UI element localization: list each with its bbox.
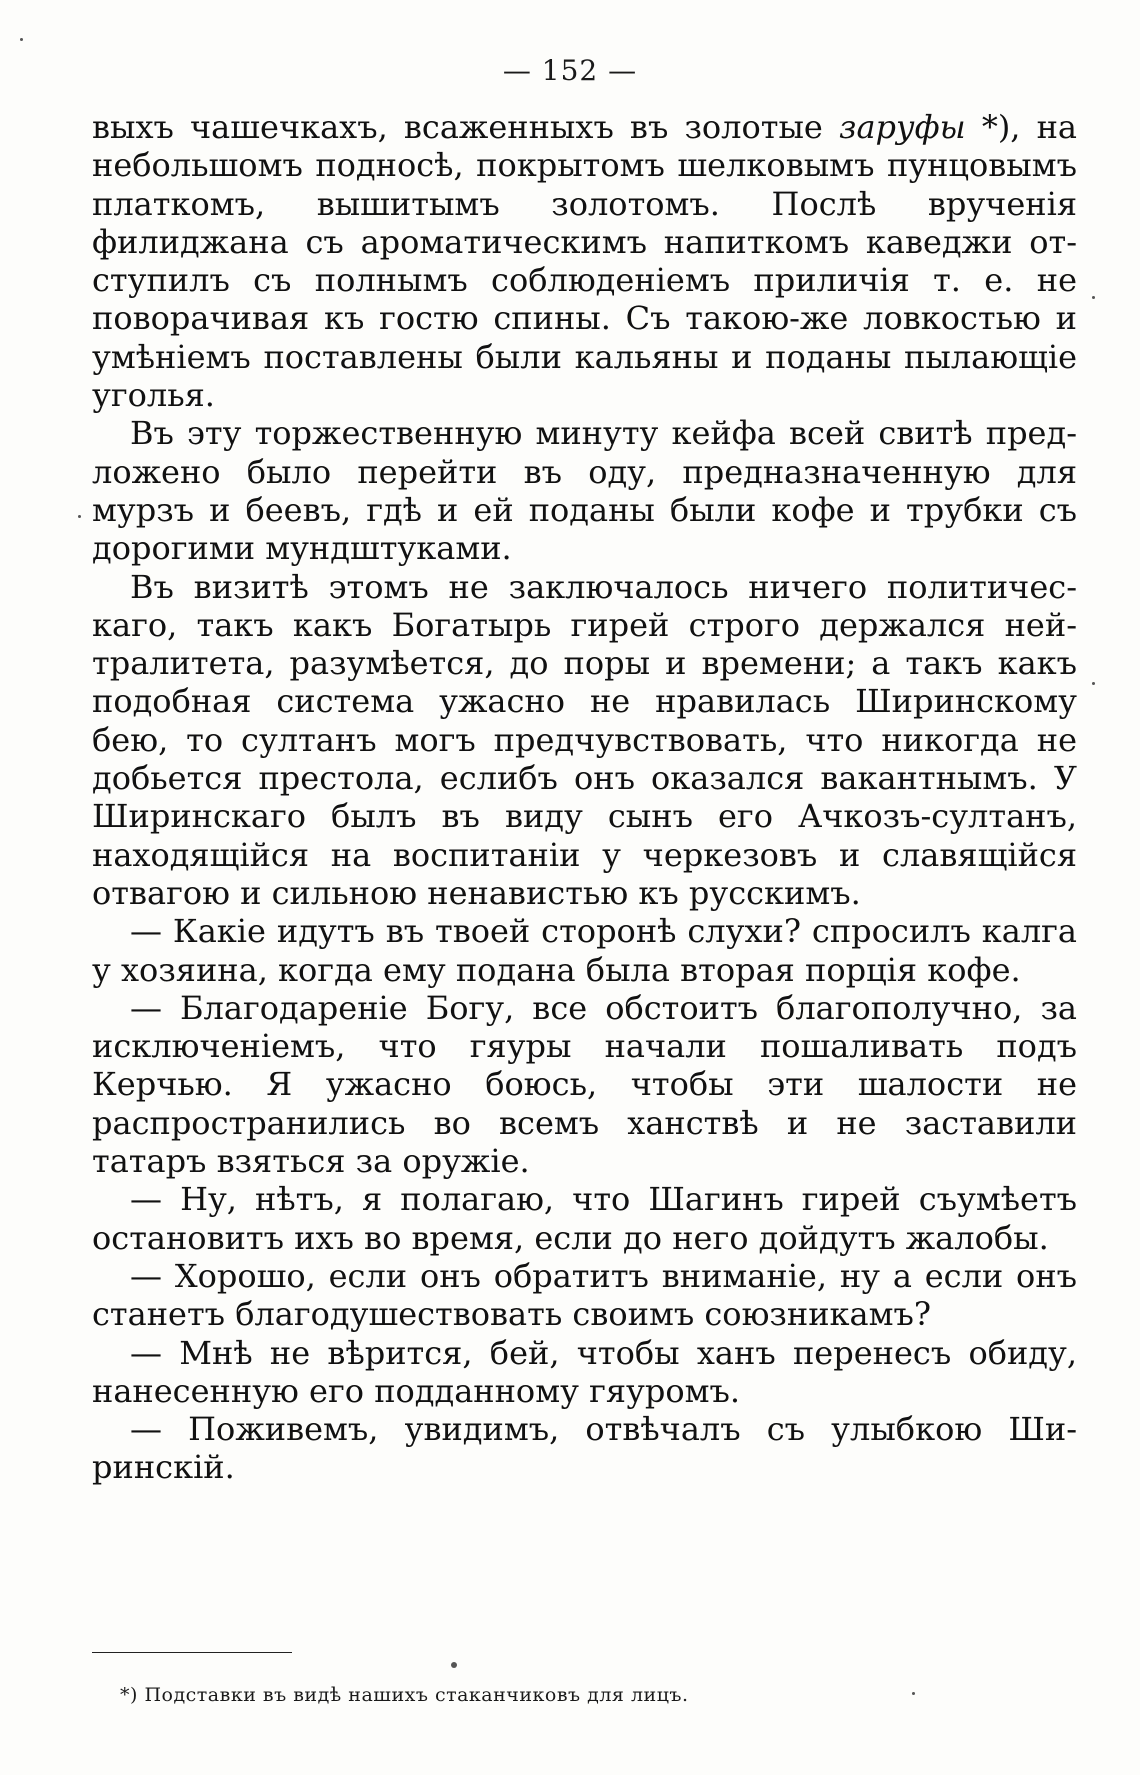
paragraph-3: Въ визитѣ этомъ не заключалось ничего политическаго, такъ какъ Богатырь гирей строго держался нейтралитета, разумѣется, до поры и времени; а такъ какъ подобная система ужасно не нравилась Ширинскому бею, то султанъ могъ предчувствовать, что никогда не добьется престола, еслибъ онъ оказался вакантнымъ. У Ширинскаго былъ въ виду сынъ его Ачкозъ-султанъ, находящійся на воспитаніи у черкезовъ и славящійся отвагою и сильною ненавистью къ русскимъ. [92,567,1077,912]
paragraph-1 [92,108,1077,414]
dialogue-line-3: — Ну, нѣтъ, я полагаю, что Шагинъ гирей съумѣетъ остановитъ ихъ во время, если до него дойдутъ жалобы. [92,1180,1077,1257]
print-speck [912,1692,915,1695]
dialogue-line-4: — Хорошо, если онъ обратитъ вниманіе, ну а если онъ станетъ благодушествовать своимъ союзникамъ? [92,1256,1077,1334]
print-speck [1092,296,1095,299]
footnote-divider [92,1652,292,1653]
paragraph-2: Въ эту торжественную минуту кейфа всей свитѣ предложено было перейти въ оду, предназначенную для мурзъ и беевъ, гдѣ и ей поданы были кофе и трубки съ дорогими мундштуками. [92,414,1077,568]
page-body [92,108,1077,1487]
italic-term: заруфы [839,108,966,146]
dialogue-line-5: — Мнѣ не вѣрится, бей, чтобы ханъ перенесъ обиду, нанесенную его подданному гяуромъ. [92,1333,1077,1410]
print-speck [1092,682,1095,685]
paragraph-1-text-end: *), на небольшомъ подносѣ, покрытомъ шелковымъ пунцовымъ платкомъ, вышитымъ золотомъ. Послѣ врученія филиджана съ ароматическимъ напиткомъ каведжи отступилъ съ полнымъ соблюденіемъ приличія т. е. не поворачивая къ гостю спины. Съ такою-же ловкостью и умѣніемъ поставлены были кальяны и поданы пылающіе уголья. [92,108,1078,415]
dialogue-line-6: — Поживемъ, увидимъ, отвѣчалъ съ улыбкою Ширинскій. [92,1410,1077,1487]
page-number: — 152 — [502,54,638,87]
print-speck [451,1662,457,1668]
print-speck [20,38,23,41]
paragraph-1-text-start: выхъ чашечкахъ, всаженныхъ въ золотые [92,108,839,146]
footnote: *) Подставки въ видѣ нашихъ стаканчиковъ для лицъ. [120,1684,689,1706]
dialogue-line-1: — Какіе идутъ въ твоей сторонѣ слухи? спросилъ калга у хозяина, когда ему подана была вторая порція кофе. [92,912,1077,989]
dialogue-line-2: — Благодареніе Богу, все обстоитъ благополучно, за исключеніемъ, что гяуры начали пошаливать подъ Керчью. Я ужасно боюсь, чтобы эти шалости не распространились во всемъ ханствѣ и не заставили татаръ взяться за оружіе. [92,988,1077,1181]
print-speck [78,515,81,518]
